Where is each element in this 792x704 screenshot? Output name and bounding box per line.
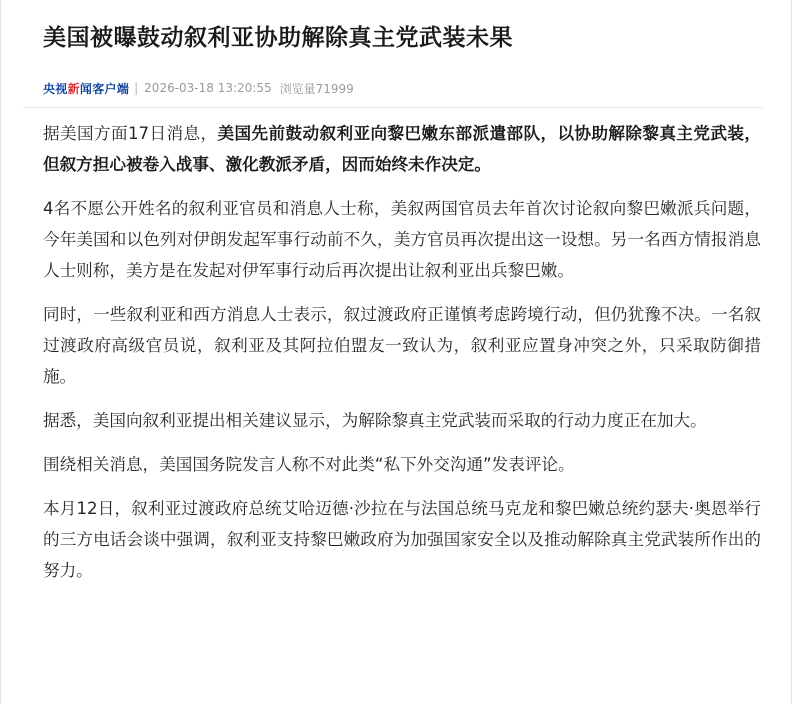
paragraph-4: 据悉，美国向叙利亚提出相关建议显示，为解除黎真主党武装而采取的行动力度正在加大。 <box>43 411 707 430</box>
article-meta <box>43 78 354 98</box>
article-title: 美国被曝鼓动叙利亚协助解除真主党武装未果 <box>43 25 513 51</box>
paragraph-1-lead: 据美国方面17日消息， <box>43 124 218 143</box>
meta-separator: | <box>134 81 139 95</box>
source-name-part1: 央视 <box>43 81 68 96</box>
paragraph-3: 同时，一些叙利亚和西方消息人士表示，叙过渡政府正谨慎考虑跨境行动，但仍犹豫不决。一名叙过渡政府高级官员说，叙利亚及其阿拉伯盟友一致认为，叙利亚应置身冲突之外，只采取防御措施。 <box>43 305 761 386</box>
paragraph-5: 围绕相关消息，美国国务院发言人称不对此类“私下外交沟通”发表评论。 <box>43 455 575 474</box>
publish-time: 2026-03-18 13:20:55 <box>144 81 272 95</box>
paragraph-1-bold: 美国先前鼓动叙利亚向黎巴嫩东部派遣部队，以协助解除黎真主党武装，但叙方担心被卷入战事、激化教派矛盾，因而始终未作决定。 <box>43 124 761 174</box>
source-name-part2: 新 <box>67 81 80 96</box>
article-body <box>43 118 761 599</box>
header-divider <box>23 107 763 108</box>
view-count: 浏览量71999 <box>279 81 354 96</box>
source-name[interactable] <box>43 80 129 97</box>
source-name-part3: 闻客户端 <box>79 81 130 96</box>
paragraph-6: 本月12日，叙利亚过渡政府总统艾哈迈德·沙拉在与法国总统马克龙和黎巴嫩总统约瑟夫·奥恩举行的三方电话会谈中强调，叙利亚支持黎巴嫩政府为加强国家安全以及推动解除真主党武装所作出的努力。 <box>43 499 761 580</box>
paragraph-2: 4名不愿公开姓名的叙利亚官员和消息人士称，美叙两国官员去年首次讨论叙向黎巴嫩派兵问题，今年美国和以色列对伊朗发起军事行动前不久，美方官员再次提出这一设想。另一名西方情报消息人士则称，美方是在发起对伊军事行动后再次提出让叙利亚出兵黎巴嫩。 <box>43 199 761 280</box>
paragraph-1 <box>43 118 761 180</box>
